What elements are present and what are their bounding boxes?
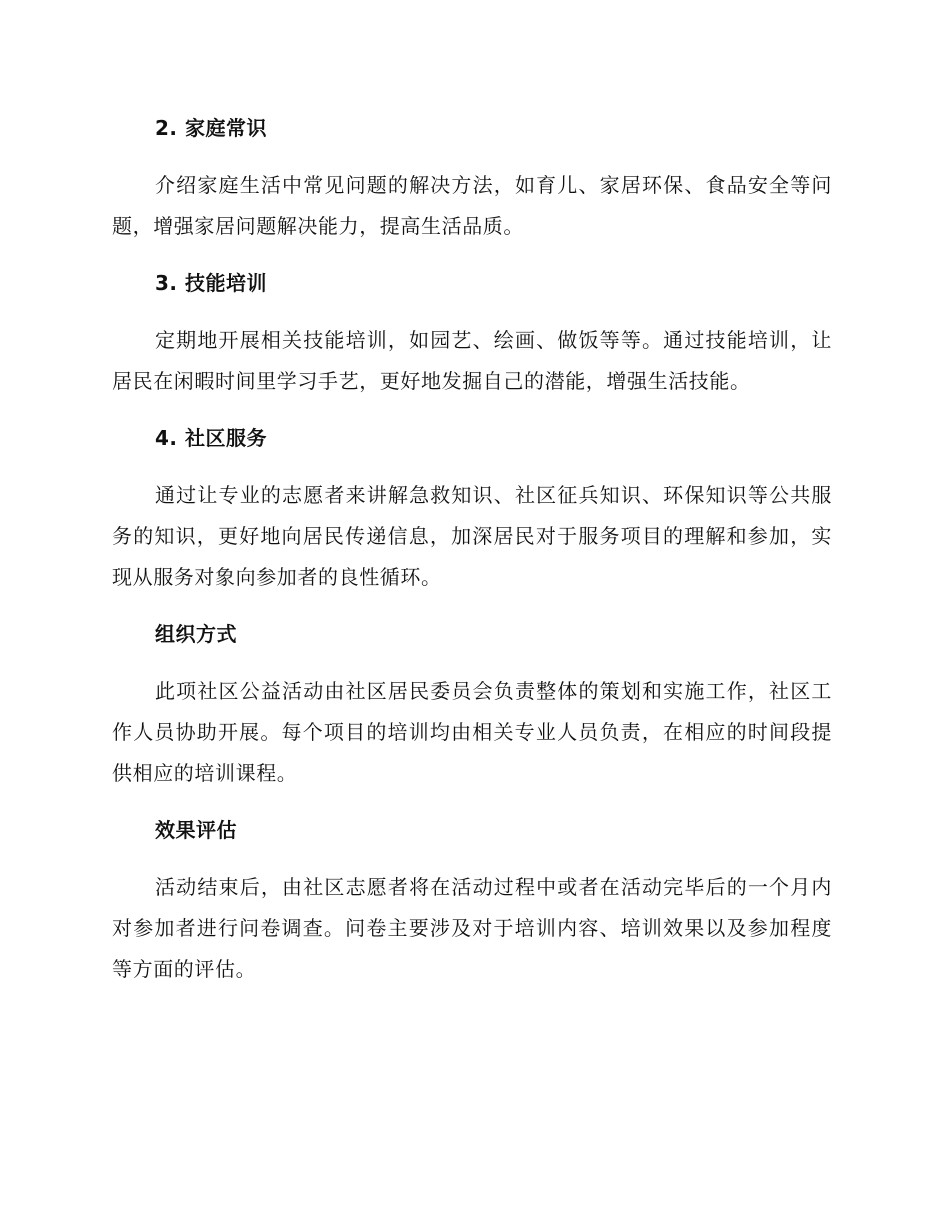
section-organization bbox=[112, 616, 832, 794]
document-page bbox=[112, 110, 832, 1008]
section-heading: 4. 社区服务 bbox=[155, 426, 267, 450]
section-heading: 2. 家庭常识 bbox=[155, 116, 267, 140]
section-paragraph: 定期地开展相关技能培训，如园艺、绘画、做饭等等。通过技能培训，让居民在闲暇时间里学习手艺，更好地发掘自己的潜能，增强生活技能。 bbox=[112, 328, 832, 393]
section-skill-training bbox=[112, 265, 832, 402]
section-community-service bbox=[112, 420, 832, 598]
section-heading: 组织方式 bbox=[155, 622, 237, 646]
section-heading: 3. 技能培训 bbox=[155, 271, 267, 295]
section-heading: 效果评估 bbox=[155, 818, 237, 842]
section-paragraph: 介绍家庭生活中常见问题的解决方法，如育儿、家居环保、食品安全等问题，增强家居问题解决能力，提高生活品质。 bbox=[112, 173, 832, 238]
section-evaluation bbox=[112, 812, 832, 990]
section-paragraph: 通过让专业的志愿者来讲解急救知识、社区征兵知识、环保知识等公共服务的知识，更好地向居民传递信息，加深居民对于服务项目的理解和参加，实现从服务对象向参加者的良性循环。 bbox=[112, 483, 832, 589]
section-paragraph: 此项社区公益活动由社区居民委员会负责整体的策划和实施工作，社区工作人员协助开展。每个项目的培训均由相关专业人员负责，在相应的时间段提供相应的培训课程。 bbox=[112, 679, 832, 785]
section-family-knowledge bbox=[112, 110, 832, 247]
section-paragraph: 活动结束后，由社区志愿者将在活动过程中或者在活动完毕后的一个月内对参加者进行问卷调查。问卷主要涉及对于培训内容、培训效果以及参加程度等方面的评估。 bbox=[112, 875, 832, 981]
